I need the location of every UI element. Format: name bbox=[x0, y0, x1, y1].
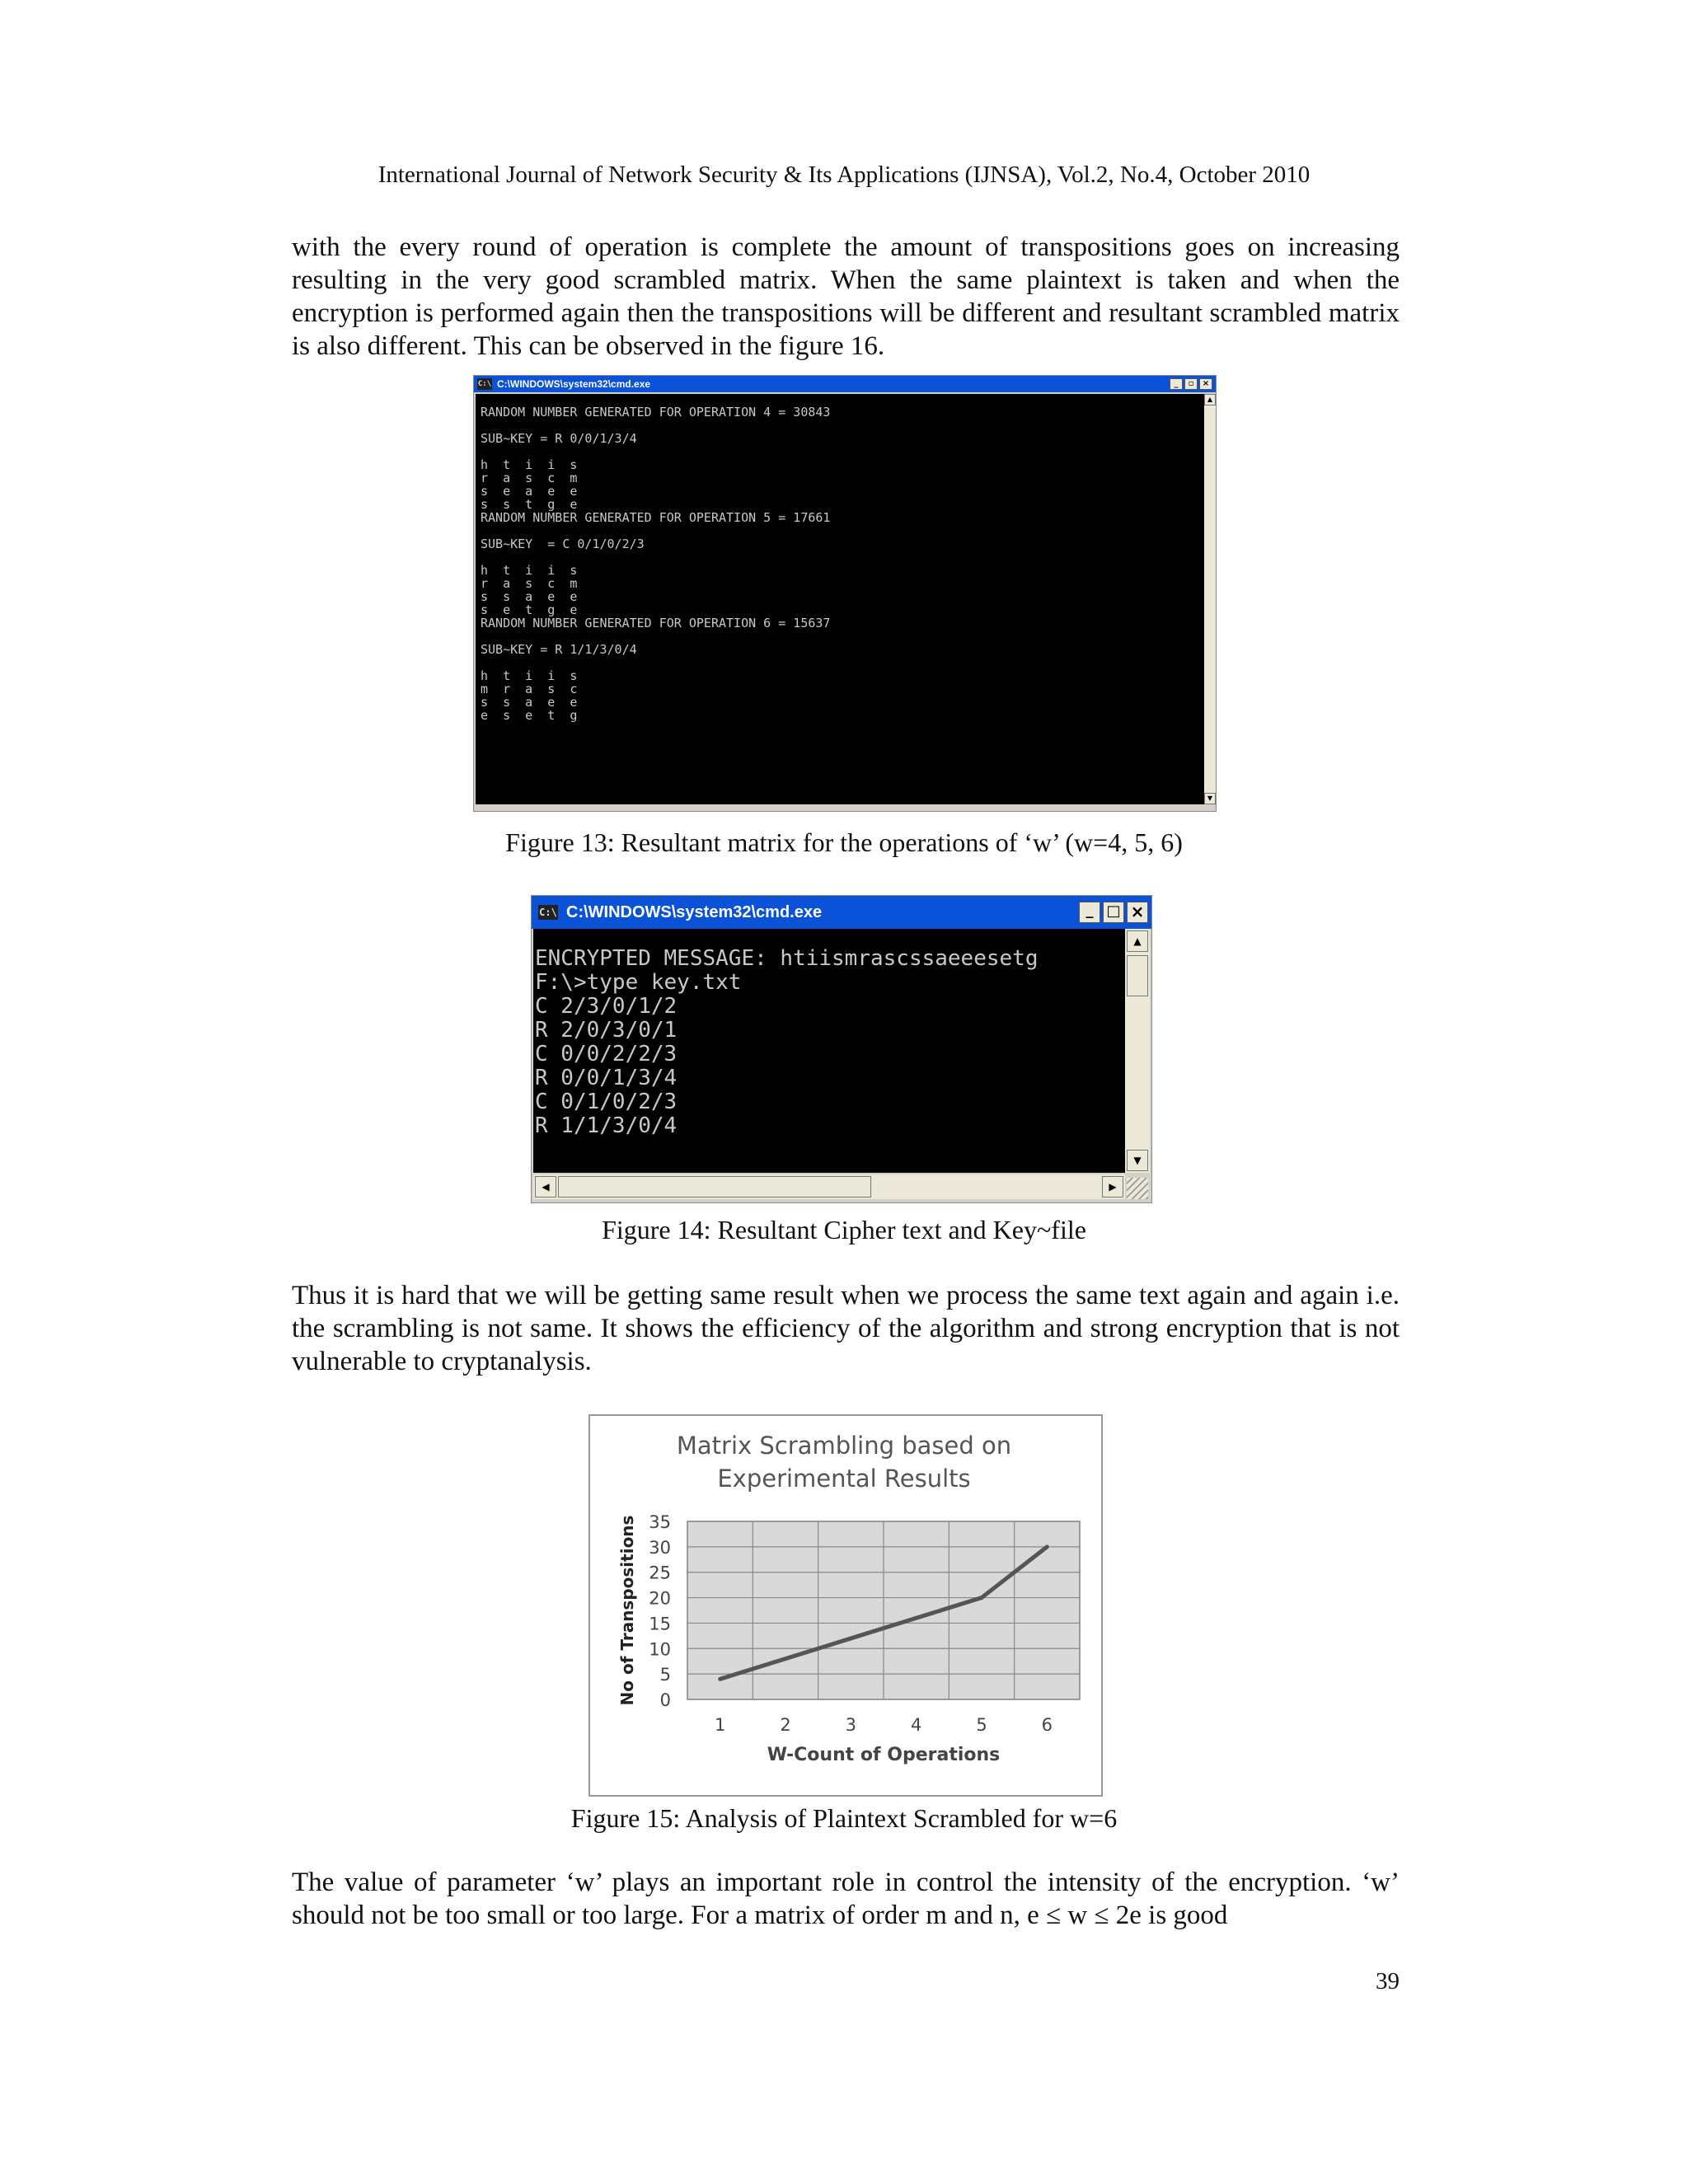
y-axis-label: No of Transpositions bbox=[617, 1515, 637, 1706]
window-title: C:\WINDOWS\system32\cmd.exe bbox=[497, 378, 651, 390]
figure-13-titlebar bbox=[474, 376, 1216, 392]
console-line: SUB~KEY = R 0/0/1/3/4 bbox=[481, 431, 637, 446]
x-tick-label: 6 bbox=[1041, 1715, 1053, 1735]
figure-14-titlebar bbox=[532, 896, 1151, 929]
data-point bbox=[849, 1636, 853, 1640]
y-tick-label: 25 bbox=[649, 1563, 671, 1583]
figure-14-console-window bbox=[531, 895, 1152, 1203]
data-point bbox=[784, 1657, 788, 1661]
scroll-down-button[interactable]: ▼ bbox=[1127, 1150, 1148, 1171]
console-line: s s a e e bbox=[481, 589, 578, 604]
console-line: h t i i s bbox=[481, 457, 578, 472]
window-title: C:\WINDOWS\system32\cmd.exe bbox=[566, 903, 823, 921]
close-button[interactable]: × bbox=[1199, 378, 1212, 390]
x-axis-label: W-Count of Operations bbox=[767, 1745, 1001, 1765]
paragraph-2: Thus it is hard that we will be getting same result when we process the same text again and again i.e. the scrambling is not same. It shows the efficiency of the algorithm and strong encryption that is not vulnerable to cryptanalysis. bbox=[292, 1281, 1400, 1376]
scroll-right-button[interactable]: ▶ bbox=[1102, 1176, 1123, 1197]
console-line: R 2/0/3/0/1 bbox=[535, 1018, 678, 1043]
console-line bbox=[481, 551, 1204, 564]
console-line: R 1/1/3/0/4 bbox=[535, 1113, 678, 1138]
figure-15-caption: Figure 15: Analysis of Plaintext Scrambled for w=6 bbox=[570, 1803, 1118, 1833]
scroll-left-button[interactable]: ◀ bbox=[535, 1176, 556, 1197]
y-tick-label: 30 bbox=[649, 1537, 671, 1558]
minimize-button[interactable]: _ bbox=[1079, 902, 1100, 923]
maximize-button[interactable]: ▫ bbox=[1184, 378, 1198, 390]
console-line: C 0/0/2/2/3 bbox=[535, 1042, 678, 1066]
console-line: C 2/3/0/1/2 bbox=[535, 994, 678, 1019]
chart-title: Matrix Scrambling based on bbox=[676, 1432, 1012, 1460]
console-line: r a s c m bbox=[481, 471, 578, 485]
data-point bbox=[980, 1596, 984, 1600]
console-line: e s e t g bbox=[481, 708, 578, 723]
console-line bbox=[481, 656, 1204, 669]
figure-13-console-output bbox=[476, 394, 1204, 804]
figure-15-chart bbox=[588, 1414, 1103, 1797]
console-line bbox=[481, 524, 1204, 537]
x-tick-label: 5 bbox=[976, 1715, 987, 1735]
running-header: International Journal of Network Security & Its Applications (IJNSA), Vol.2, No.4, October 2010 bbox=[377, 162, 1311, 188]
chart-title: Experimental Results bbox=[717, 1465, 971, 1493]
console-line: C 0/1/0/2/3 bbox=[535, 1090, 678, 1114]
console-line: R 0/0/1/3/4 bbox=[535, 1066, 678, 1090]
console-line: SUB~KEY = C 0/1/0/2/3 bbox=[481, 537, 645, 551]
figure-13-console-window bbox=[473, 375, 1217, 812]
y-tick-label: 20 bbox=[649, 1588, 671, 1609]
console-line: s s a e e bbox=[481, 695, 578, 710]
data-point bbox=[1045, 1544, 1049, 1549]
figure-14-console-output bbox=[533, 929, 1125, 1173]
figure-14-caption: Figure 14: Resultant Cipher text and Key~file bbox=[602, 1215, 1086, 1244]
data-point bbox=[718, 1677, 722, 1681]
console-line: RANDOM NUMBER GENERATED FOR OPERATION 4 = 30843 bbox=[481, 405, 831, 419]
scroll-up-button[interactable]: ▲ bbox=[1204, 394, 1216, 405]
y-tick-label: 10 bbox=[649, 1639, 671, 1660]
x-tick-label: 2 bbox=[780, 1715, 791, 1735]
y-tick-label: 5 bbox=[659, 1665, 671, 1685]
scroll-up-button[interactable]: ▲ bbox=[1127, 930, 1148, 952]
vertical-scrollbar[interactable] bbox=[1204, 394, 1216, 804]
y-tick-label: 35 bbox=[649, 1512, 671, 1532]
paragraph-1: with the every round of operation is complete the amount of transpositions goes on increasing resulting in the very good scrambled matrix. When the same plaintext is taken and when the encryption is performed again then the transpositions will be different and resultant scrambled matrix is also different. This can be observed in the figure 16. bbox=[292, 232, 1400, 361]
figure-13-caption: Figure 13: Resultant matrix for the operations of ‘w’ (w=4, 5, 6) bbox=[505, 827, 1183, 857]
y-tick-label: 0 bbox=[659, 1690, 671, 1710]
scroll-down-button[interactable]: ▼ bbox=[1204, 793, 1216, 804]
console-line: F:\>type key.txt bbox=[535, 970, 742, 995]
close-button[interactable]: × bbox=[1127, 902, 1148, 923]
data-point bbox=[914, 1616, 918, 1620]
console-line: ENCRYPTED MESSAGE: htiismrascssaeeesetg bbox=[535, 946, 1039, 971]
cmd-icon: C:\ bbox=[539, 907, 557, 918]
console-line: RANDOM NUMBER GENERATED FOR OPERATION 6 = 15637 bbox=[481, 616, 831, 630]
console-line: RANDOM NUMBER GENERATED FOR OPERATION 5 = 17661 bbox=[481, 510, 831, 525]
console-line: s s t g e bbox=[481, 497, 578, 512]
console-line bbox=[481, 419, 1204, 432]
x-tick-label: 4 bbox=[910, 1715, 922, 1735]
maximize-button[interactable]: □ bbox=[1103, 902, 1124, 923]
chart-svg bbox=[590, 1416, 1101, 1795]
console-line bbox=[481, 445, 1204, 458]
page-number: 39 bbox=[1376, 1968, 1400, 1994]
console-line: r a s c m bbox=[481, 576, 578, 591]
console-line bbox=[481, 630, 1204, 643]
minimize-button[interactable]: _ bbox=[1170, 378, 1183, 390]
status-strip bbox=[476, 804, 1214, 811]
horizontal-scrollbar[interactable] bbox=[533, 1174, 1125, 1199]
console-line: h t i i s bbox=[481, 668, 578, 683]
x-tick-label: 1 bbox=[714, 1715, 726, 1735]
vertical-scrollbar[interactable] bbox=[1125, 929, 1150, 1173]
resize-grip[interactable] bbox=[1127, 1178, 1148, 1199]
console-line: SUB~KEY = R 1/1/3/0/4 bbox=[481, 642, 637, 657]
horizontal-scroll-thumb[interactable] bbox=[558, 1176, 871, 1197]
console-line: m r a s c bbox=[481, 682, 578, 696]
paragraph-3: The value of parameter ‘w’ plays an important role in control the intensity of the encryption. ‘w’ should not be too small or too large. For a matrix of order m and n, e ≤ w ≤ 2e is good bbox=[292, 1868, 1400, 1930]
x-tick-label: 3 bbox=[845, 1715, 857, 1735]
scroll-thumb[interactable] bbox=[1127, 955, 1148, 996]
y-tick-label: 15 bbox=[649, 1614, 671, 1634]
cmd-icon: C:\ bbox=[477, 380, 492, 388]
console-line: s e t g e bbox=[481, 602, 578, 617]
console-line: s e a e e bbox=[481, 484, 578, 499]
console-line: h t i i s bbox=[481, 563, 578, 578]
